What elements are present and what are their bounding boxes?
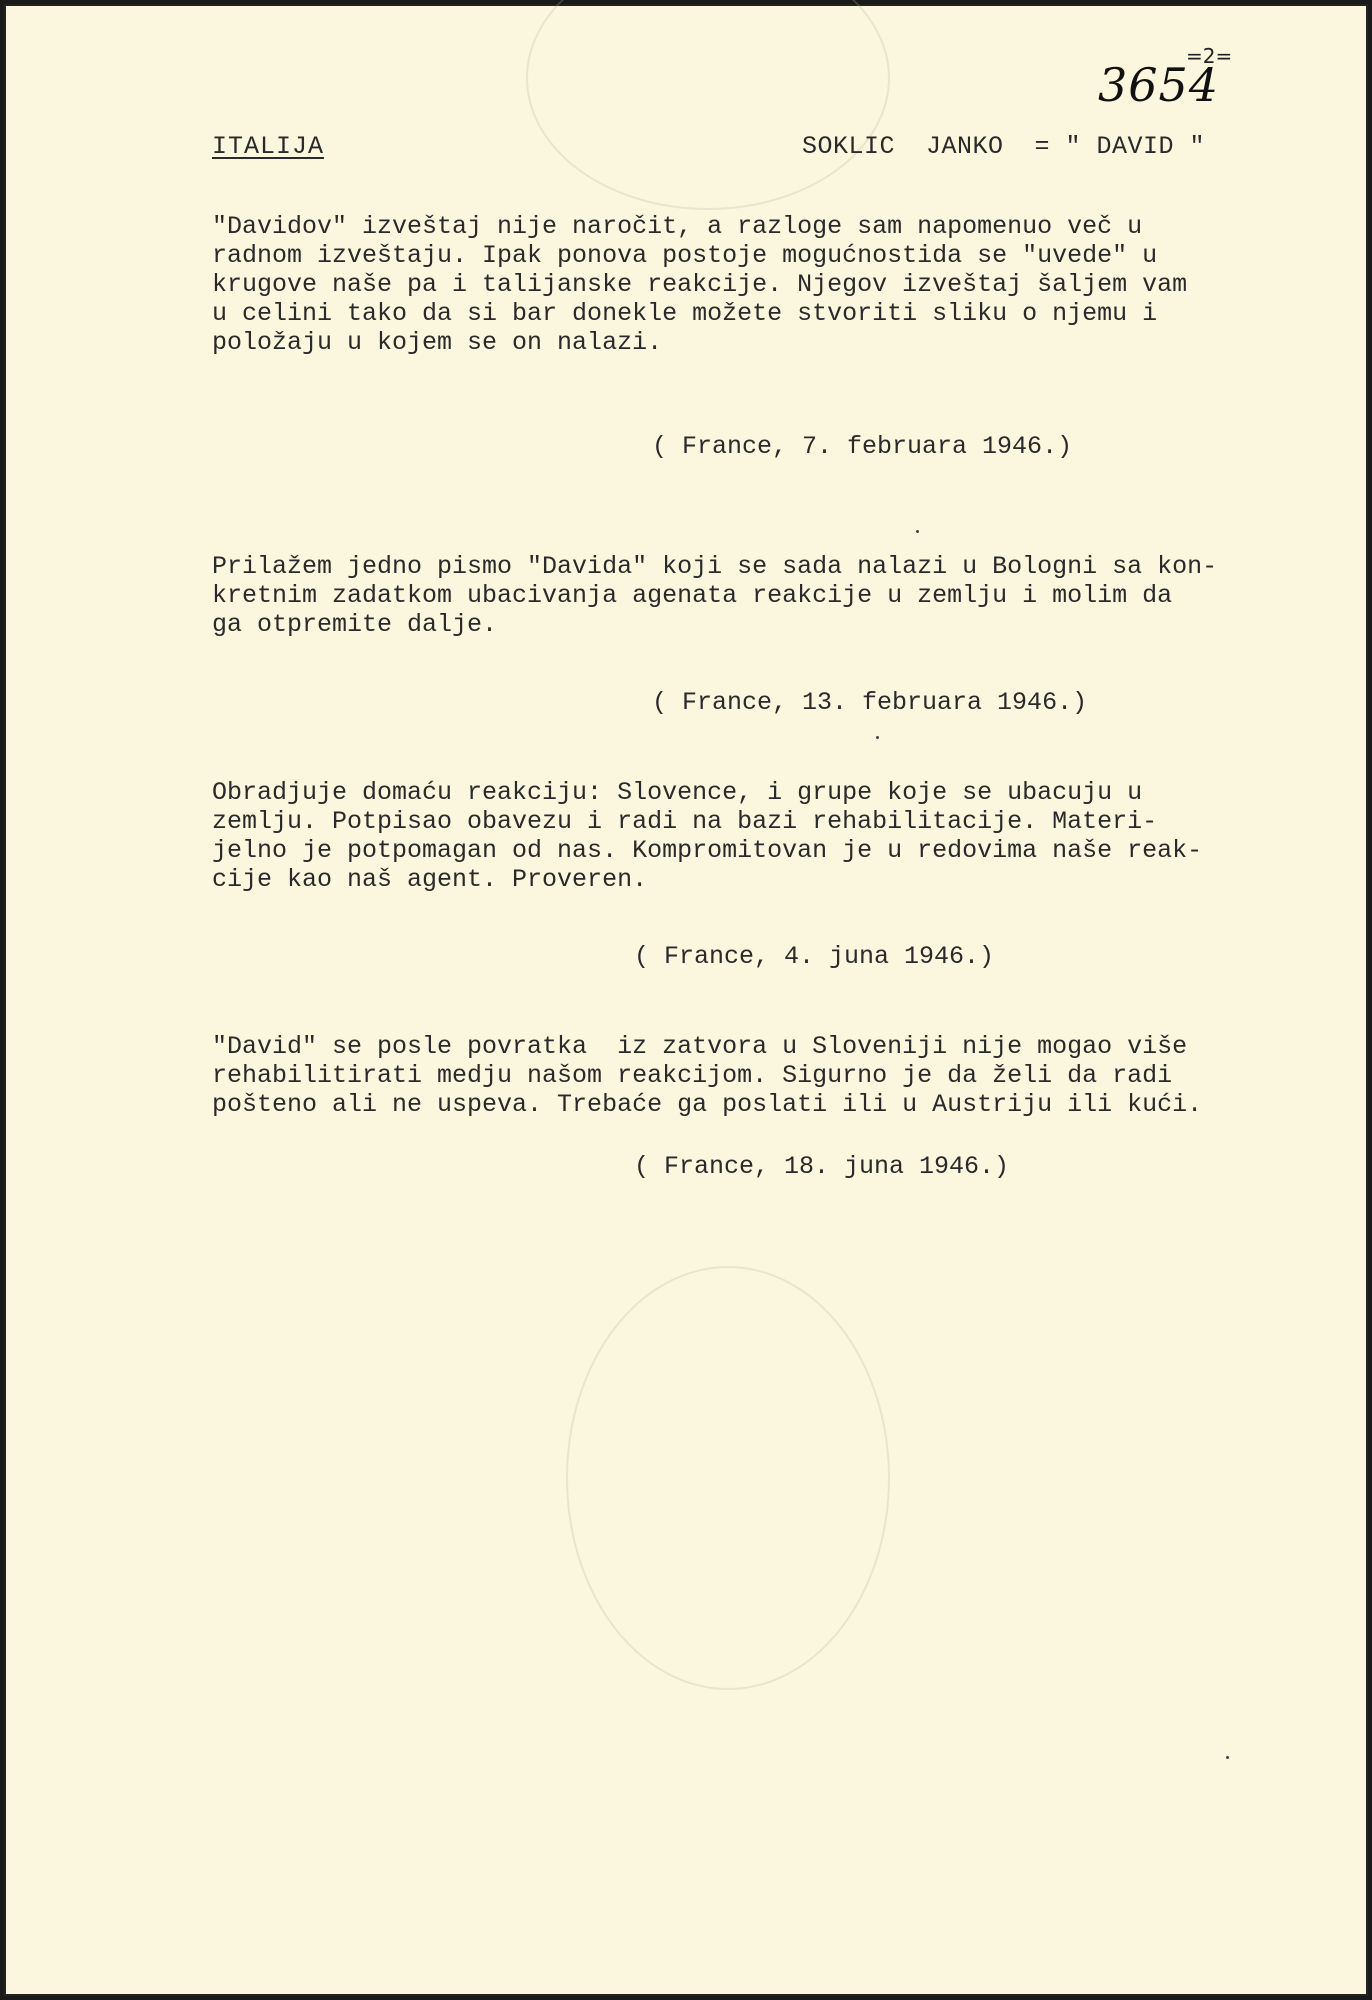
header-country: ITALIJA (212, 132, 325, 161)
paragraph-line: radnom izveštaju. Ipak ponova postoje mogućnostida se "uvede" u (212, 241, 1158, 270)
paragraph-line: krugove naše pa i talijanske reakcije. Njegov izveštaj šaljem vam (212, 270, 1188, 299)
paragraph-line: u celini tako da si bar donekle možete stvoriti sliku o njemu i (212, 299, 1158, 328)
page-number: 3654 (1098, 58, 1220, 112)
dateline-1: ( France, 7. februara 1946.) (652, 432, 1073, 461)
paragraph-1 (212, 212, 1352, 357)
watermark-emblem-top (526, 0, 890, 210)
paragraph-line: položaju u kojem se on nalazi. (212, 328, 663, 357)
ink-speck (916, 530, 919, 533)
paragraph-3 (212, 778, 1352, 894)
paragraph-line: Prilažem jedno pismo "Davida" koji se sada nalazi u Bologni sa kon- (212, 552, 1218, 581)
paragraph-line: zemlju. Potpisao obavezu i radi na bazi rehabilitacije. Materi- (212, 807, 1158, 836)
dateline-3: ( France, 4. juna 1946.) (634, 942, 995, 971)
paragraph-line: pošteno ali ne uspeva. Trebaće ga poslati ili u Austriju ili kući. (212, 1090, 1203, 1119)
paragraph-line: cije kao naš agent. Proveren. (212, 865, 648, 894)
ink-speck (1226, 1756, 1229, 1759)
ink-speck (876, 736, 879, 739)
paragraph-line: ga otpremite dalje. (212, 610, 498, 639)
page-mark: =2= (1186, 44, 1233, 68)
watermark-emblem-bottom (566, 1266, 890, 1690)
paragraph-line: Obradjuje domaću reakciju: Slovence, i grupe koje se ubacuju u (212, 778, 1143, 807)
dateline-4: ( France, 18. juna 1946.) (634, 1152, 1010, 1181)
paragraph-line: rehabilitirati medju našom reakcijom. Sigurno je da želi da radi (212, 1061, 1173, 1090)
document-page (4, 4, 1368, 1996)
header-subject: SOKLIC JANKO = " DAVID " (802, 132, 1206, 161)
paragraph-line: "Davidov" izveštaj nije naročit, a razloge sam napomenuo več u (212, 212, 1143, 241)
paragraph-4 (212, 1032, 1352, 1119)
dateline-2: ( France, 13. februara 1946.) (652, 688, 1088, 717)
paragraph-2 (212, 552, 1352, 639)
paragraph-line: "David" se posle povratka iz zatvora u Sloveniji nije mogao više (212, 1032, 1188, 1061)
paragraph-line: jelno je potpomagan od nas. Kompromitovan je u redovima naše reak- (212, 836, 1203, 865)
paragraph-line: kretnim zadatkom ubacivanja agenata reakcije u zemlju i molim da (212, 581, 1173, 610)
